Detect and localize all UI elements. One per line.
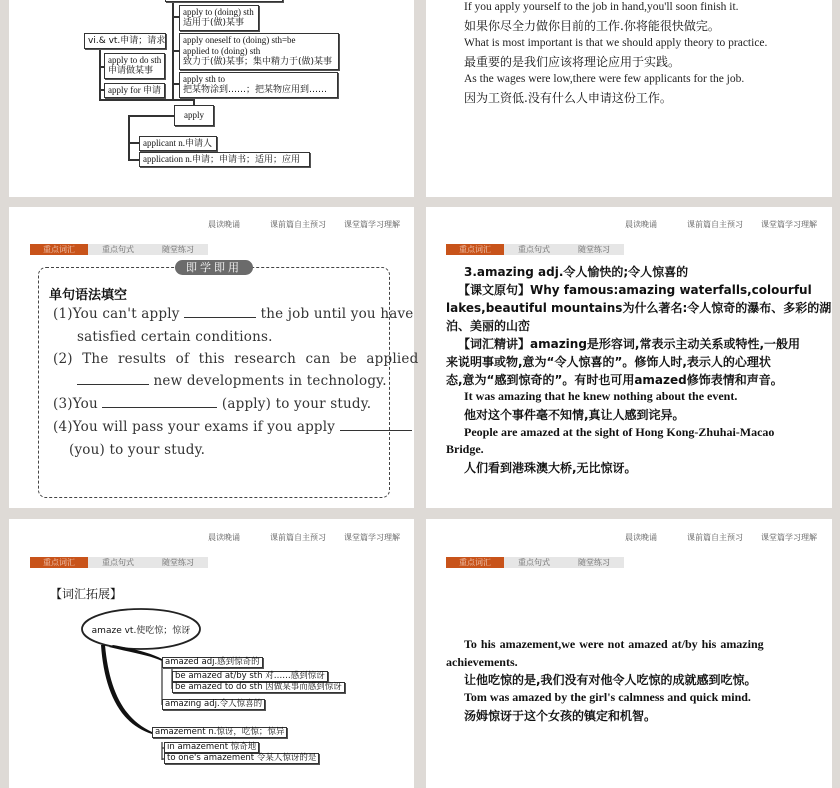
box-amazed-at-by: be amazed at/by sth 对……感到惊讶 [172,671,328,682]
example-cn: 因为工资低.没有什么人申请这份工作。 [464,91,672,105]
exercise-heading: 单句语法填空 [49,288,128,303]
example-cn: 如果你尽全力做你目前的工作.你将能很快做完。 [464,19,720,33]
nav-preview[interactable]: 课前篇自主预习 [687,220,743,229]
box-in-amazement: in amazement 惊奇地 [164,742,259,753]
diagram-box-apply [174,105,214,126]
diagram-box-applicant [139,136,217,151]
box-line: apply sth to [183,74,225,84]
example-en: achievements. [446,655,518,669]
example-en: Bridge. [446,442,484,456]
example-en: People are amazed at the sight of Hong Kong-Zhuhai-Macao [464,425,775,439]
nav-classroom[interactable]: 课堂篇学习理解 [344,533,400,542]
section-heading: 【词汇拓展】 [50,587,123,601]
paragraph-line: 【课文原句】Why famous:amazing waterfalls,colourful [458,283,812,297]
q-text: (3)You [53,396,98,412]
box-text: applicant n.申请人 [143,138,212,148]
tab-practice[interactable]: 随堂练习 [148,244,208,255]
paragraph-line: 态,意为“感到惊奇的”。有时也可用amazed修饰表情和声音。 [446,373,783,387]
slide-apply-diagram [9,0,414,197]
tab-practice[interactable]: 随堂练习 [564,244,624,255]
tab-key-sentences[interactable]: 重点句式 [504,244,564,255]
question-4 [53,419,412,435]
box-text: apply for 申请 [108,85,161,95]
word-title: 3.amazing adj.令人愉快的;令人惊喜的 [464,265,689,279]
box-amazing: amazing adj.令人惊喜的 [162,699,265,710]
tab-key-sentences[interactable]: 重点句式 [88,557,148,568]
diagram-box-apply-for [104,83,165,98]
tab-key-vocabulary[interactable]: 重点词汇 [30,557,88,568]
q-text: the job until you have [260,306,414,322]
tab-key-vocabulary[interactable]: 重点词汇 [446,557,504,568]
diagram-box-application [139,152,310,167]
slide-apply-examples [426,0,832,197]
slide-amaze-diagram [9,519,414,788]
question-1-cont: satisfied certain conditions. [77,329,273,345]
diagram-box-to-do [104,53,165,79]
box-line: 把某物涂到……；把某物应用到…… [183,85,328,95]
diagram-box-top [165,0,283,2]
example-en: To his amazement,we were not amazed at/by his amazing [464,637,764,651]
example-cn: 最重要的是我们应该将理论应用于实践。 [464,55,681,69]
box-line: apply to (doing) sth [183,7,254,17]
root-word [82,623,200,636]
slide-exercise [9,207,419,508]
slide-amazing [426,207,832,508]
answer-blank[interactable] [102,407,217,408]
box-line: apply to do sth [108,55,162,65]
tab-practice[interactable]: 随堂练习 [148,557,208,568]
box-text: application n.申请；申请书；适用；应用 [143,154,300,164]
diagram-box-vi [84,33,166,49]
paragraph-line: 【词汇精讲】amazing是形容词,常表示主动关系或特性,一般用 [458,337,801,351]
nav-preview[interactable]: 课前篇自主预习 [270,533,326,542]
box-amazed-to-do: be amazed to do sth 因做某事而感到惊讶 [172,682,345,693]
question-2-cont [77,373,387,389]
paragraph-line: 泊、美丽的山峦 [446,319,531,333]
example-cn: 人们看到港珠澳大桥,无比惊讶。 [464,461,637,475]
q-text: (4)You will pass your exams if you apply [53,419,336,435]
nav-morning-reading[interactable]: 晨读晚诵 [208,533,240,542]
box-text: vi.& vt.申请；请求 [88,36,166,46]
example-en: What is most important is that we should apply theory to practice. [464,37,768,49]
box-line: apply oneself to (doing) sth=be [183,35,296,45]
nav-preview[interactable]: 课前篇自主预习 [687,533,743,542]
example-cn: 他对这个事件毫不知情,真让人感到诧异。 [464,408,685,422]
example-en: It was amazing that he knew nothing about the event. [464,389,738,403]
answer-blank[interactable] [77,384,149,385]
example-cn: 让他吃惊的是,我们没有对他令人吃惊的成就感到吃惊。 [464,673,757,687]
question-4-cont: (you) to your study. [69,442,206,458]
box-line: 申请做某事 [108,66,154,76]
tab-key-sentences[interactable]: 重点句式 [88,244,148,255]
example-en: As the wages were low,there were few applicants for the job. [464,73,745,85]
q-text: new developments in technology. [153,373,387,389]
example-en: Tom was amazed by the girl's calmness and quick mind. [464,690,751,704]
paragraph-line: 来说明事或物,意为“令人惊喜的”。修饰人时,表示人的心理状 [446,355,771,369]
root-text: amaze vt.使吃惊；惊讶 [91,626,191,636]
nav-preview[interactable]: 课前篇自主预习 [270,220,326,229]
example-en: If you apply yourself to the job in hand,you'll soon finish it. [464,1,739,13]
box-line: applied to (doing) sth [183,46,261,56]
tab-key-vocabulary[interactable]: 重点词汇 [446,244,504,255]
question-1 [53,306,413,322]
paragraph-line: lakes,beautiful mountains为什么著名:令人惊奇的瀑布、多彩的湖 [446,301,832,315]
diagram-box-sth-to [179,72,338,98]
box-amazed: amazed adj.感到惊奇的 [162,657,263,668]
box-text: apply [184,110,204,120]
nav-classroom[interactable]: 课堂篇学习理解 [761,220,817,229]
box-to-ones-amazement: to one's amazement 令某人惊讶的是 [164,753,319,764]
answer-blank[interactable] [340,430,412,431]
diagram-box-apply-to [179,5,259,31]
q-text: (1)You can't apply [53,306,180,322]
tab-key-sentences[interactable]: 重点句式 [504,557,564,568]
box-line: 致力于(做)某事；集中精力于(做)某事 [183,57,333,67]
question-2: (2) The results of this research can be applied [53,351,419,367]
diagram-box-oneself [179,33,339,70]
nav-classroom[interactable]: 课堂篇学习理解 [761,533,817,542]
badge-practice: 即学即用 [175,260,253,275]
q-text: (apply) to your study. [221,396,372,412]
nav-morning-reading[interactable]: 晨读晚诵 [625,220,657,229]
question-3 [53,396,371,412]
tab-key-vocabulary[interactable]: 重点词汇 [30,244,88,255]
nav-morning-reading[interactable]: 晨读晚诵 [625,533,657,542]
nav-morning-reading[interactable]: 晨读晚诵 [208,220,240,229]
slide-amazement-examples [426,519,832,788]
answer-blank[interactable] [184,317,256,318]
tab-practice[interactable]: 随堂练习 [564,557,624,568]
box-line: 适用于(做)某事 [183,18,245,28]
nav-classroom[interactable]: 课堂篇学习理解 [344,220,400,229]
example-cn: 汤姆惊讶于这个女孩的镇定和机智。 [464,709,657,723]
box-amazement: amazement n.惊讶，吃惊；惊异 [152,727,287,738]
